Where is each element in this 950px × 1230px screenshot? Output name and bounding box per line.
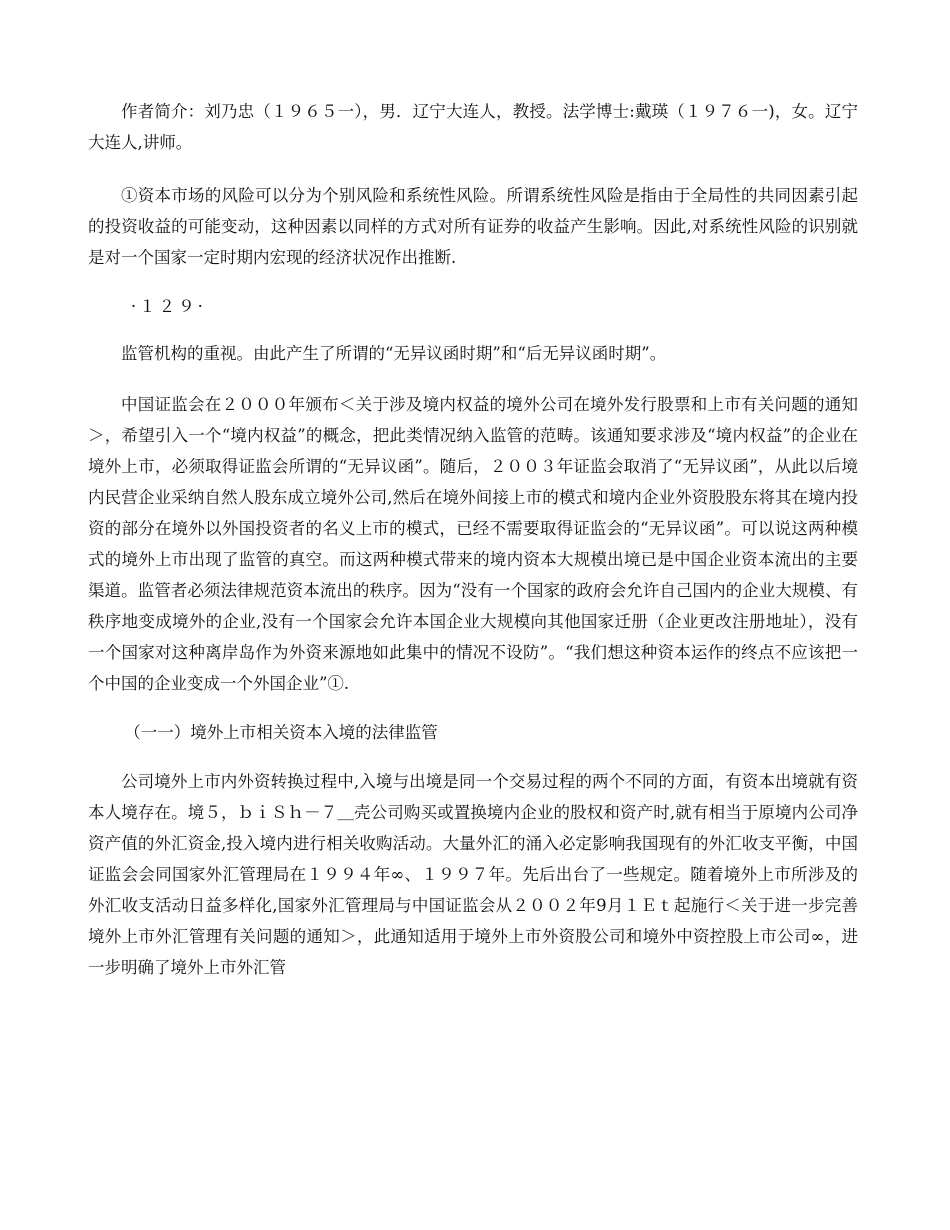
author-note: 作者简介：刘乃忠（１９６５一），男．辽宁大连人，教授。法学博士:戴瑛（１９７６一)，女。辽宁大连人,讲师。 [88, 102, 858, 152]
footnote: ①资本市场的风险可以分为个别风险和系统性风险。所谓系统性风险是指由于全局性的共同因素引起的投资收益的可能变动，这种因素以同样的方式对所有证券的收益产生影响。因此,对系统性风险的识别就是对一个国家一定时期内宏现的经济状况作出推断. [88, 186, 858, 267]
page-number: ·１２９· [130, 297, 206, 316]
paragraph-main: 中国证监会在２０００年颁布＜关于涉及境内权益的境外公司在境外发行股票和上市有关问题的通知＞，希望引入一个“境内权益”的概念，把此类情况纳入监管的范畴。该通知要求涉及“境内权益”的企业在境外上市，必须取得证监会所谓的“无异议函”。随后，２００３年证监会取消了“无异议函”，从此以后境内民营企业采纳自然人股东成立境外公司,然后在境外间接上市的模式和境内企业外资股股东将其在境内投资的部分在境外以外国投资者的名义上市的模式，已经不需要取得证监会的“无异议函”。可以说这两种模式的境外上市出现了监管的真空。而这两种模式带来的境内资本大规模出境已是中国企业资本流出的主要渠道。监管者必须法律规范资本流出的秩序。因为“没有一个国家的政府会允许自己国内的企业大规模、有秩序地变成境外的企业,没有一个国家会允许本国企业大规模向其他国家迁册（企业更改注册地址），没有一个国家对这种离岸岛作为外资来源地如此集中的情况不设防”。“我们想这种资本运作的终点不应该把一个中国的企业变成一个外国企业”①. [88, 395, 858, 693]
paragraph-continuation: 监管机构的重视。由此产生了所谓的“无异议函时期”和“后无异议函时期”。 [121, 344, 667, 363]
paragraph-final: 公司境外上市内外资转换过程中,入境与出境是同一个交易过程的两个不同的方面，有资本出境就有资本人境存在。境５，ｂｉＳｈ－７＿壳公司购买或置换境内企业的股权和资产时,就有相当于原境内公司净资产值的外汇资金,投入境内进行相关收购活动。大量外汇的涌入必定影响我国现有的外汇收支平衡，中国证监会会同国家外汇管理局在１９９４年∞、１９９７年。先后出台了一些规定。随着境外上市所涉及的外汇收支活动日益多样化,国家外汇管理局与中国证监会从２００２年9月１Ｅｔ起施行＜关于进一步完善境外上市外汇管理有关问题的通知＞，此通知适用于境外上市外资股公司和境外中资控股上市公司∞，进一步明确了境外上市外汇管 [88, 772, 858, 977]
document-page [88, 96, 858, 983]
section-heading: （一一）境外上市相关资本入境的法律监管 [124, 723, 438, 742]
